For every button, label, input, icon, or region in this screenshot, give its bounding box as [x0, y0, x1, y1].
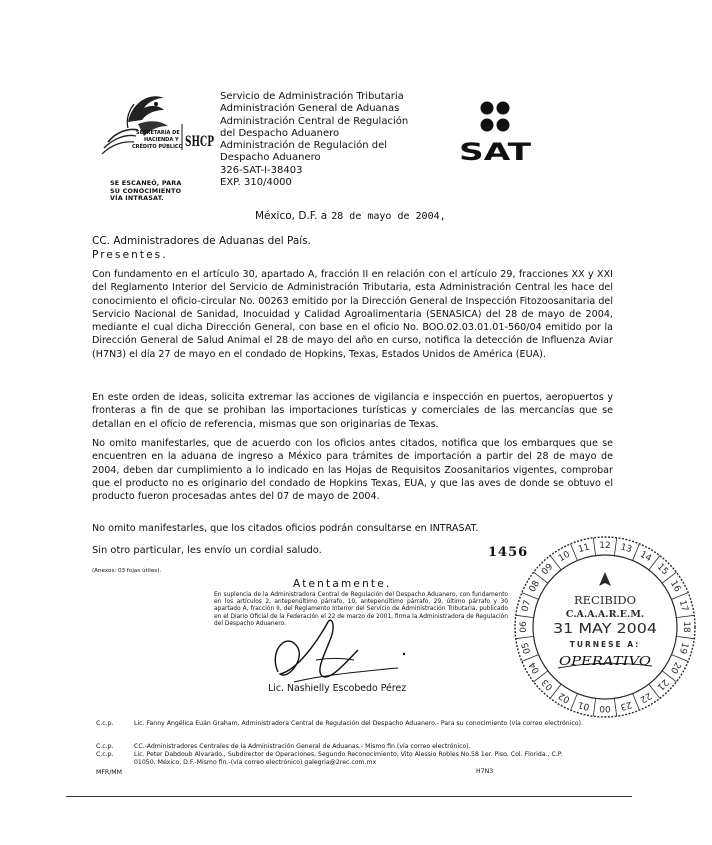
sat-logo-text: SAT [459, 138, 532, 166]
initials: MFR/MM [96, 769, 122, 776]
stamp-divider [614, 538, 616, 556]
shcp-logo-line-2: HACIENDA Y [144, 137, 179, 143]
handwritten-signature [258, 610, 418, 690]
stamp-divider [593, 698, 595, 716]
file-number: EXP. 310/4000 [220, 177, 292, 189]
cc-entry: Lic. Fanny Angélica Euán Graham, Administradora Central de Regulación del Despacho Aduanero.- Para su conocimiento (vía correo electrónico). [134, 720, 583, 727]
stamp-clock-number: 09 [540, 562, 556, 578]
shcp-logo-line-1: SECRETARÍA DE [136, 130, 180, 136]
stamp-clock-number: 11 [577, 542, 591, 556]
closing-line: Sin otro particular, les envío un cordial saludo. [92, 545, 322, 556]
stamp-clock-number: 03 [540, 676, 556, 692]
scan-note [110, 180, 220, 203]
stamp-divider [593, 538, 595, 556]
sender-line: Despacho Aduanero [220, 152, 321, 164]
folio-number: 1456 [488, 545, 529, 560]
stamp-clock-number: 19 [676, 641, 690, 655]
cc-label: C.c.p. [96, 743, 114, 750]
greeting: Presentes. [92, 249, 168, 261]
sender-block [220, 91, 420, 189]
stamp-clock-number: 17 [676, 599, 690, 613]
cc-entry: CC.-Administradores Centrales de la Administración General de Aduanas.- Mismo fin.(vía correo electrónico). [134, 743, 471, 750]
stamp-divider [676, 636, 694, 638]
stamp-clock-number: 18 [681, 621, 691, 633]
stamp-clock-number: 10 [557, 549, 572, 565]
cc-label: C.c.p. [96, 720, 114, 727]
stamp-arrow-icon [599, 572, 611, 586]
stamp-date: 31 MAY 2004 [553, 622, 657, 637]
signer-name: Lic. Nashielly Escobedo Pérez [268, 683, 407, 694]
stamp-divider [516, 636, 534, 638]
stamp-clock-number: 04 [527, 660, 543, 675]
stamp-clock-number: 06 [519, 621, 529, 633]
stamp-divider [516, 615, 534, 617]
shcp-logo-acronym: SHCP [185, 134, 215, 150]
reference-code: H7N3 [476, 768, 494, 775]
date-line [255, 210, 446, 222]
reference-number: 326-SAT-I-38403 [220, 164, 303, 176]
date-value: 28 de mayo de 2004, [331, 211, 446, 222]
stamp-clock-number: 07 [520, 599, 534, 613]
body-paragraph-1: Con fundamento en el artículo 30, apartado A, fracción II en relación con el artículo 29, fracciones XX y XXI del Reglamento Interior del Servicio de Administración Tributaria, esta Administración Central les hace del conocimiento el oficio-circular No. 00263 emitido por la Dirección General de Inspección Fitozoosanitaria del Servicio Nacional de Sanidad, Inocuidad y Calidad Agroalimentaria (SENASICA) del 28 de mayo de 2004, mediante el cual dicha Dirección General, con base en el oficio No. BOO.02.03.01.01-560/04 emitido por la Dirección General de Salud Animal el 28 de mayo del año en curso, notifica la detección de Influenza Aviar (H7N3) el día 27 de mayo en el condado de Hopkins, Texas, Estados Unidos de América (EUA). [92, 269, 613, 360]
sat-logo [455, 98, 535, 164]
shcp-logo-line-3: CRÉDITO PÚBLICO [132, 144, 183, 150]
stamp-clock-number: 16 [667, 579, 683, 594]
stamp-clock-number: 01 [577, 698, 591, 712]
suplencia-text: En suplencia de la Administradora Central de Regulación del Despacho Aduanero, con fundamento en los artículos 2, antepenúltimo párrafo, 10, antepenúltimo párrafo, 29, último párrafo y 30 apartado A, fracción II, del Reglamento Interior del Servicio de Administración Tributaria, publicado en el Diario Oficial de la Federación el 22 de marzo de 2001, firma la Administradora de Regulación del Despacho Aduanero. [214, 592, 508, 627]
stamp-clock-number: 22 [638, 689, 653, 705]
date-prefix: México, D.F. a [255, 210, 328, 222]
scan-note-line: VÍA INTRASAT. [110, 194, 164, 203]
stamp-title: RECIBIDO [573, 593, 637, 607]
annex-note: (Anexos: 03 fojas útiles). [92, 568, 162, 574]
scan-note-line: SE ESCANEÓ, PARA [110, 179, 182, 187]
shcp-logo [98, 84, 216, 170]
stamp-clock-number: 21 [654, 676, 670, 692]
scan-note-line: SU CONOCIMIENTO [110, 186, 182, 195]
sender-line: Administración Central de Regulación [220, 115, 409, 127]
stamp-clock-number: 15 [654, 562, 670, 578]
cc-label: C.c.p. [96, 751, 114, 758]
stamp-shift: TURNESE A: [569, 640, 641, 649]
stamp-clock-number: 12 [599, 541, 611, 551]
stamp-clock-number: 08 [527, 579, 543, 594]
addressee: CC. Administradores de Aduanas del País. [92, 235, 312, 247]
stamp-clock-number: 23 [619, 698, 633, 712]
stamp-office: C.A.A.A.R.E.M. [565, 609, 645, 620]
sender-line: Administración de Regulación del [220, 140, 388, 152]
sender-line: del Despacho Aduanero [220, 127, 340, 139]
cc-entry: Lic. Peter Dabdoub Alvarado., Subdirector de Operaciones, Segundo Reconocimiento, Vito Alessio Robles No.58 1er. Piso, Col. Florida., C.P. 01050, México, D.F.-Mismo fin.-(vía correo electrónico) galegria@2rec.com.mx [134, 751, 563, 766]
stamp-divider [614, 698, 616, 716]
body-paragraph-4: No omito manifestarles, que los citados oficios podrán consultarse en INTRASAT. [92, 523, 479, 534]
valediction: Atentamente. [293, 578, 392, 590]
body-paragraph-3: No omito manifestarles, que de acuerdo con los oficios antes citados, notifica que los embarques que se encuentren en la aduana de ingreso a México para trámites de importación a partir del 28 de mayo de 2004, deben dar cumplimiento a lo indicado en las Hojas de Requisitos Zoosanitarios vigentes, comprobar que el producto no es originario del condado de Hopkins Texas, EUA, y que las aves de donde se obtuvo el producto fueron procesadas antes del 07 de mayo de 2004. [92, 438, 613, 503]
stamp-clock-number: 20 [667, 660, 683, 675]
stamp-clock-number: 14 [638, 549, 653, 565]
received-stamp [510, 532, 700, 722]
sender-line: Administración General de Aduanas [220, 103, 400, 115]
stamp-clock-number: 02 [557, 689, 572, 705]
sender-line: Servicio de Administración Tributaria [220, 91, 404, 102]
stamp-divider [676, 615, 694, 617]
stamp-handwritten-note: OPERATIVO [559, 654, 652, 668]
bottom-divider [66, 796, 632, 797]
body-paragraph-2: En este orden de ideas, solicita extremar las acciones de vigilancia e inspección en puertos, aeropuertos y fronteras a fin de que se prohiban las importaciones turísticas y comerciales de las mercancías que se detallan en el oficio de referencia, mismas que son originarias de Texas. [92, 392, 613, 430]
stamp-clock-number: 00 [599, 703, 611, 713]
stamp-clock-number: 13 [619, 542, 633, 556]
stamp-clock-number: 05 [520, 641, 534, 655]
